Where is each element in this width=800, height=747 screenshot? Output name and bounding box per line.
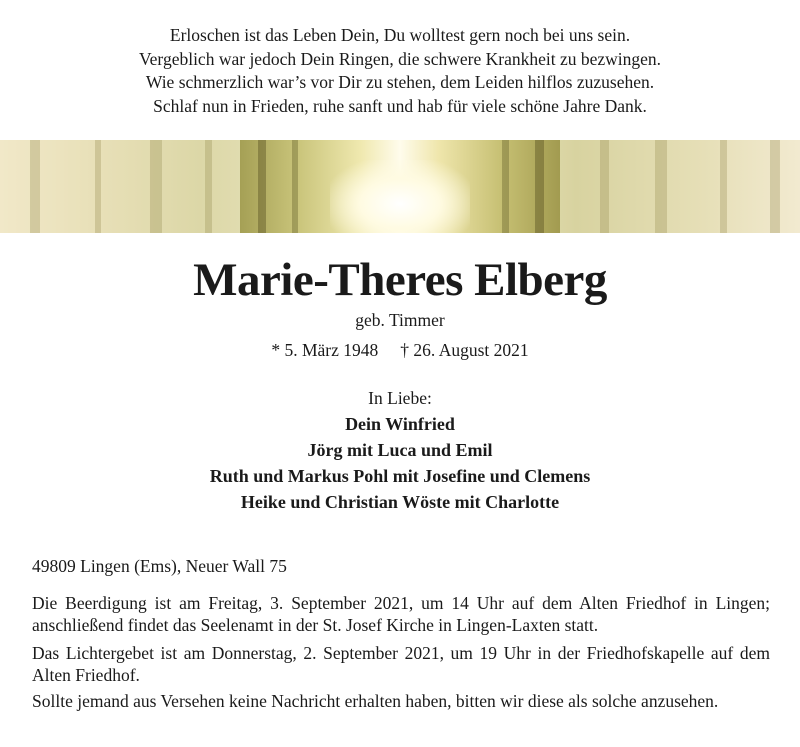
poem-line: Erloschen ist das Leben Dein, Du wolltest gern noch bei uns sein. [169, 25, 631, 45]
mourners-list [0, 411, 800, 515]
life-dates [0, 340, 800, 361]
death-date: † 26. August 2021 [400, 340, 529, 360]
mourner-line: Jörg mit Luca und Emil [307, 440, 493, 460]
prayer-notice: Das Lichtergebet ist am Donnerstag, 2. September 2021, um 19 Uhr in der Friedhofskapelle auf dem Alten Friedhof. [32, 643, 770, 685]
notification-note: Sollte jemand aus Versehen keine Nachricht erhalten haben, bitten wir diese als solche anzusehen. [32, 691, 719, 711]
birth-date: * 5. März 1948 [271, 340, 379, 360]
mourners-intro: In Liebe: [368, 388, 432, 408]
funeral-notice: Die Beerdigung ist am Freitag, 3. September 2021, um 14 Uhr auf dem Alten Friedhof in Lingen; anschließend findet das Seelenamt in der St. Josef Kirche in Lingen-Laxten statt. [32, 593, 770, 635]
mourner-line: Heike und Christian Wöste mit Charlotte [240, 492, 560, 512]
mourner-line: Ruth und Markus Pohl mit Josefine und Clemens [209, 466, 591, 486]
forest-light-banner-image [0, 140, 800, 233]
forest-path-photo [240, 140, 560, 233]
mourner-line: Dein Winfried [345, 414, 455, 434]
family-address: 49809 Lingen (Ems), Neuer Wall 75 [32, 556, 287, 576]
memorial-poem [0, 24, 800, 118]
poem-line: Wie schmerzlich war’s vor Dir zu stehen, dem Leiden hilflos zuzusehen. [145, 72, 655, 92]
birth-name: geb. Timmer [355, 310, 445, 330]
poem-line: Vergeblich war jedoch Dein Ringen, die schwere Krankheit zu bezwingen. [138, 48, 662, 69]
deceased-name: Marie-Theres Elberg [193, 254, 607, 306]
poem-line: Schlaf nun in Frieden, ruhe sanft und hab für viele schöne Jahre Dank. [153, 95, 647, 116]
